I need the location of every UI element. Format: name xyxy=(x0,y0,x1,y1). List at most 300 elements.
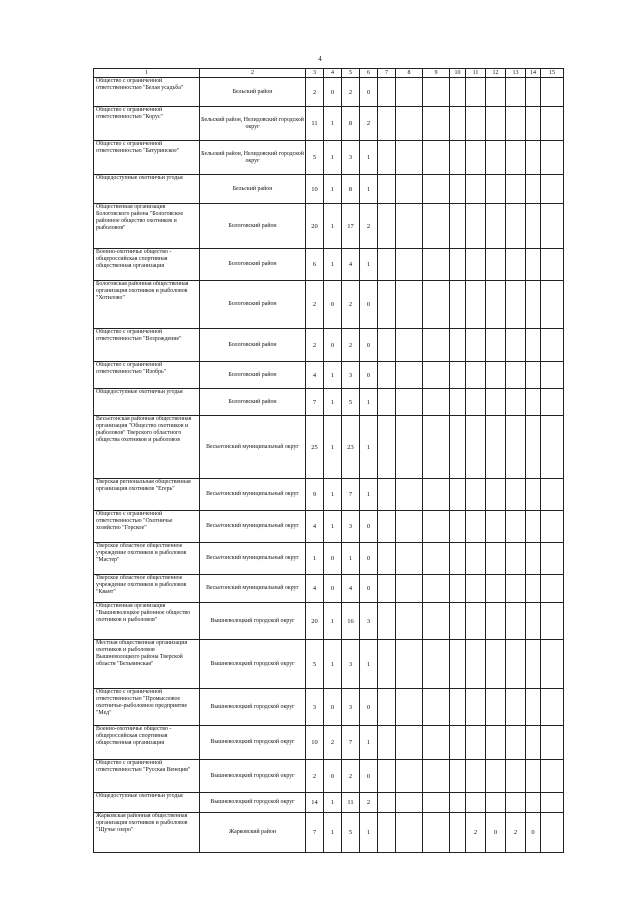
value-cell-col-6: 0 xyxy=(360,362,378,389)
value-cell-col-3: 20 xyxy=(306,603,324,640)
value-cell-col-14 xyxy=(526,362,541,389)
value-cell-col-4: 0 xyxy=(324,543,342,575)
value-cell-col-6: 1 xyxy=(360,479,378,511)
value-cell-col-7 xyxy=(378,281,396,329)
district-name: Вышневолоцкий городской округ xyxy=(200,793,306,813)
column-header: 13 xyxy=(506,69,526,78)
value-cell-col-6: 1 xyxy=(360,175,378,204)
column-header: 3 xyxy=(306,69,324,78)
value-cell-col-11 xyxy=(466,511,486,543)
value-cell-col-9 xyxy=(423,389,450,416)
value-cell-col-3: 7 xyxy=(306,813,324,853)
value-cell-col-9 xyxy=(423,689,450,726)
value-cell-col-11 xyxy=(466,689,486,726)
value-cell-col-14 xyxy=(526,793,541,813)
table-row xyxy=(94,511,564,543)
value-cell-col-6: 2 xyxy=(360,793,378,813)
value-cell-col-6: 1 xyxy=(360,141,378,175)
column-header: 8 xyxy=(396,69,423,78)
value-cell-col-13 xyxy=(506,141,526,175)
value-cell-col-8 xyxy=(396,281,423,329)
value-cell-col-11 xyxy=(466,281,486,329)
value-cell-col-7 xyxy=(378,141,396,175)
value-cell-col-14 xyxy=(526,281,541,329)
value-cell-col-6: 0 xyxy=(360,511,378,543)
value-cell-col-4: 1 xyxy=(324,362,342,389)
value-cell-col-10 xyxy=(450,281,466,329)
value-cell-col-4: 1 xyxy=(324,175,342,204)
table-row xyxy=(94,281,564,329)
value-cell-col-13 xyxy=(506,389,526,416)
organization-name: Общество с ограниченной ответственностью "Батуринское" xyxy=(94,141,200,175)
value-cell-col-10 xyxy=(450,603,466,640)
value-cell-col-4: 1 xyxy=(324,249,342,281)
value-cell-col-7 xyxy=(378,640,396,689)
value-cell-col-8 xyxy=(396,362,423,389)
value-cell-col-15 xyxy=(541,603,564,640)
value-cell-col-6: 2 xyxy=(360,107,378,141)
value-cell-col-10 xyxy=(450,813,466,853)
value-cell-col-13 xyxy=(506,793,526,813)
value-cell-col-11 xyxy=(466,175,486,204)
value-cell-col-12 xyxy=(486,603,506,640)
value-cell-col-15 xyxy=(541,813,564,853)
value-cell-col-7 xyxy=(378,362,396,389)
value-cell-col-13: 2 xyxy=(506,813,526,853)
value-cell-col-11 xyxy=(466,78,486,107)
value-cell-col-7 xyxy=(378,760,396,793)
district-name: Бельский район, Нелидовский городской округ xyxy=(200,141,306,175)
table-row xyxy=(94,793,564,813)
value-cell-col-8 xyxy=(396,416,423,479)
value-cell-col-12 xyxy=(486,575,506,603)
value-cell-col-14 xyxy=(526,389,541,416)
value-cell-col-9 xyxy=(423,479,450,511)
value-cell-col-5: 3 xyxy=(342,362,360,389)
value-cell-col-14 xyxy=(526,329,541,362)
organization-name: Общество с ограниченной ответственностью "Возрождение" xyxy=(94,329,200,362)
value-cell-col-9 xyxy=(423,141,450,175)
value-cell-col-10 xyxy=(450,249,466,281)
value-cell-col-6: 0 xyxy=(360,329,378,362)
value-cell-col-8 xyxy=(396,689,423,726)
value-cell-col-8 xyxy=(396,329,423,362)
value-cell-col-15 xyxy=(541,575,564,603)
value-cell-col-7 xyxy=(378,329,396,362)
value-cell-col-13 xyxy=(506,575,526,603)
value-cell-col-10 xyxy=(450,640,466,689)
organization-name: Общество с ограниченной ответственностью "Белая усадьба" xyxy=(94,78,200,107)
value-cell-col-4: 0 xyxy=(324,760,342,793)
column-header: 7 xyxy=(378,69,396,78)
table-row xyxy=(94,640,564,689)
district-name: Жарковский район xyxy=(200,813,306,853)
district-name: Бельский район xyxy=(200,175,306,204)
district-name: Бельский район, Нелидовский городской округ xyxy=(200,107,306,141)
value-cell-col-13 xyxy=(506,760,526,793)
value-cell-col-12 xyxy=(486,141,506,175)
value-cell-col-5: 2 xyxy=(342,329,360,362)
value-cell-col-3: 2 xyxy=(306,78,324,107)
organization-name: Общедоступные охотничьи угодья xyxy=(94,389,200,416)
value-cell-col-10 xyxy=(450,204,466,249)
value-cell-col-15 xyxy=(541,479,564,511)
value-cell-col-5: 16 xyxy=(342,603,360,640)
column-header: 15 xyxy=(541,69,564,78)
value-cell-col-7 xyxy=(378,543,396,575)
value-cell-col-4: 1 xyxy=(324,204,342,249)
value-cell-col-13 xyxy=(506,362,526,389)
value-cell-col-12 xyxy=(486,204,506,249)
value-cell-col-4: 0 xyxy=(324,689,342,726)
value-cell-col-6: 1 xyxy=(360,640,378,689)
district-name: Весьегонский муниципальный округ xyxy=(200,416,306,479)
page-number: 4 xyxy=(318,55,322,63)
value-cell-col-7 xyxy=(378,389,396,416)
district-name: Бологовский район xyxy=(200,389,306,416)
value-cell-col-4: 1 xyxy=(324,640,342,689)
value-cell-col-15 xyxy=(541,107,564,141)
value-cell-col-14 xyxy=(526,689,541,726)
value-cell-col-6: 1 xyxy=(360,813,378,853)
value-cell-col-3: 4 xyxy=(306,362,324,389)
value-cell-col-12 xyxy=(486,640,506,689)
district-name: Бологовский район xyxy=(200,204,306,249)
value-cell-col-12 xyxy=(486,689,506,726)
district-name: Весьегонский муниципальный округ xyxy=(200,511,306,543)
value-cell-col-11 xyxy=(466,726,486,760)
value-cell-col-13 xyxy=(506,329,526,362)
value-cell-col-3: 10 xyxy=(306,175,324,204)
value-cell-col-11 xyxy=(466,793,486,813)
value-cell-col-9 xyxy=(423,793,450,813)
value-cell-col-14 xyxy=(526,543,541,575)
value-cell-col-8 xyxy=(396,204,423,249)
value-cell-col-13 xyxy=(506,249,526,281)
value-cell-col-8 xyxy=(396,640,423,689)
value-cell-col-7 xyxy=(378,416,396,479)
table-row xyxy=(94,813,564,853)
value-cell-col-5: 2 xyxy=(342,78,360,107)
value-cell-col-4: 1 xyxy=(324,793,342,813)
value-cell-col-6: 1 xyxy=(360,726,378,760)
value-cell-col-7 xyxy=(378,793,396,813)
value-cell-col-15 xyxy=(541,793,564,813)
value-cell-col-10 xyxy=(450,107,466,141)
value-cell-col-4: 2 xyxy=(324,726,342,760)
value-cell-col-8 xyxy=(396,543,423,575)
table-row xyxy=(94,689,564,726)
organization-name: Общественная организация "Вышневолоцкое районное общество охотников и рыболовов" xyxy=(94,603,200,640)
value-cell-col-10 xyxy=(450,689,466,726)
value-cell-col-5: 7 xyxy=(342,726,360,760)
value-cell-col-4: 1 xyxy=(324,479,342,511)
value-cell-col-12 xyxy=(486,389,506,416)
value-cell-col-7 xyxy=(378,479,396,511)
value-cell-col-7 xyxy=(378,511,396,543)
value-cell-col-15 xyxy=(541,389,564,416)
value-cell-col-3: 3 xyxy=(306,689,324,726)
value-cell-col-12 xyxy=(486,78,506,107)
value-cell-col-9 xyxy=(423,78,450,107)
value-cell-col-4: 1 xyxy=(324,107,342,141)
table-row xyxy=(94,416,564,479)
value-cell-col-11 xyxy=(466,204,486,249)
value-cell-col-4: 1 xyxy=(324,141,342,175)
value-cell-col-14 xyxy=(526,416,541,479)
value-cell-col-9 xyxy=(423,511,450,543)
value-cell-col-5: 3 xyxy=(342,640,360,689)
value-cell-col-9 xyxy=(423,575,450,603)
value-cell-col-5: 1 xyxy=(342,543,360,575)
value-cell-col-14 xyxy=(526,249,541,281)
value-cell-col-11 xyxy=(466,141,486,175)
value-cell-col-9 xyxy=(423,362,450,389)
value-cell-col-3: 14 xyxy=(306,793,324,813)
column-header: 2 xyxy=(200,69,306,78)
value-cell-col-5: 17 xyxy=(342,204,360,249)
organization-name: Общество с ограниченной ответственностью "Изобрь" xyxy=(94,362,200,389)
value-cell-col-10 xyxy=(450,760,466,793)
value-cell-col-7 xyxy=(378,107,396,141)
table-body xyxy=(94,78,564,853)
value-cell-col-9 xyxy=(423,107,450,141)
value-cell-col-14 xyxy=(526,603,541,640)
value-cell-col-10 xyxy=(450,362,466,389)
value-cell-col-10 xyxy=(450,141,466,175)
value-cell-col-7 xyxy=(378,603,396,640)
table-row xyxy=(94,603,564,640)
table-row xyxy=(94,204,564,249)
value-cell-col-7 xyxy=(378,813,396,853)
value-cell-col-7 xyxy=(378,249,396,281)
value-cell-col-12 xyxy=(486,175,506,204)
value-cell-col-5: 5 xyxy=(342,813,360,853)
organization-name: Общедоступные охотничьи угодья xyxy=(94,175,200,204)
value-cell-col-15 xyxy=(541,726,564,760)
organization-name: Общедоступные охотничьи угодья xyxy=(94,793,200,813)
organization-name: Военно-охотничье общество - общероссийская спортивная общественная организация xyxy=(94,249,200,281)
value-cell-col-10 xyxy=(450,329,466,362)
value-cell-col-11 xyxy=(466,543,486,575)
value-cell-col-14 xyxy=(526,175,541,204)
value-cell-col-7 xyxy=(378,689,396,726)
table-row xyxy=(94,479,564,511)
value-cell-col-11 xyxy=(466,640,486,689)
value-cell-col-6: 1 xyxy=(360,416,378,479)
value-cell-col-9 xyxy=(423,281,450,329)
organization-name: Местная общественная организация охотников и рыболовов Вышневолоцкого района Тверской области "Бельвинская" xyxy=(94,640,200,689)
value-cell-col-11 xyxy=(466,329,486,362)
value-cell-col-6: 0 xyxy=(360,281,378,329)
column-header: 1 xyxy=(94,69,200,78)
value-cell-col-10 xyxy=(450,726,466,760)
district-name: Вышневолоцкий городской округ xyxy=(200,760,306,793)
value-cell-col-12 xyxy=(486,362,506,389)
table-row xyxy=(94,78,564,107)
organization-name: Общественная организация Бологовского района "Бологовское районное общество охотников и рыболовов" xyxy=(94,204,200,249)
value-cell-col-5: 3 xyxy=(342,141,360,175)
table-row xyxy=(94,362,564,389)
value-cell-col-6: 0 xyxy=(360,78,378,107)
value-cell-col-12 xyxy=(486,479,506,511)
column-header: 6 xyxy=(360,69,378,78)
value-cell-col-12 xyxy=(486,416,506,479)
value-cell-col-15 xyxy=(541,141,564,175)
value-cell-col-3: 4 xyxy=(306,575,324,603)
value-cell-col-5: 8 xyxy=(342,107,360,141)
district-name: Весьегонский муниципальный округ xyxy=(200,575,306,603)
table-row xyxy=(94,543,564,575)
value-cell-col-15 xyxy=(541,640,564,689)
value-cell-col-4: 0 xyxy=(324,281,342,329)
district-name: Бологовский район xyxy=(200,281,306,329)
value-cell-col-9 xyxy=(423,603,450,640)
value-cell-col-12 xyxy=(486,329,506,362)
value-cell-col-13 xyxy=(506,107,526,141)
table-row xyxy=(94,575,564,603)
value-cell-col-3: 11 xyxy=(306,107,324,141)
organization-name: Военно-охотничье общество - общероссийская спортивная общественная организация xyxy=(94,726,200,760)
value-cell-col-13 xyxy=(506,479,526,511)
value-cell-col-13 xyxy=(506,603,526,640)
value-cell-col-4: 1 xyxy=(324,389,342,416)
district-name: Бологовский район xyxy=(200,249,306,281)
value-cell-col-15 xyxy=(541,281,564,329)
value-cell-col-14 xyxy=(526,479,541,511)
value-cell-col-12: 0 xyxy=(486,813,506,853)
value-cell-col-14 xyxy=(526,78,541,107)
value-cell-col-8 xyxy=(396,603,423,640)
value-cell-col-13 xyxy=(506,640,526,689)
value-cell-col-3: 9 xyxy=(306,479,324,511)
value-cell-col-15 xyxy=(541,249,564,281)
value-cell-col-3: 7 xyxy=(306,389,324,416)
value-cell-col-11 xyxy=(466,603,486,640)
value-cell-col-9 xyxy=(423,249,450,281)
value-cell-col-11 xyxy=(466,107,486,141)
value-cell-col-8 xyxy=(396,575,423,603)
table-row xyxy=(94,175,564,204)
table-row xyxy=(94,389,564,416)
value-cell-col-15 xyxy=(541,204,564,249)
value-cell-col-3: 6 xyxy=(306,249,324,281)
organization-name: Тверское областное общественное учреждение охотников и рыболовов "Квант" xyxy=(94,575,200,603)
district-name: Бологовский район xyxy=(200,362,306,389)
value-cell-col-15 xyxy=(541,689,564,726)
value-cell-col-12 xyxy=(486,107,506,141)
value-cell-col-11 xyxy=(466,389,486,416)
table-row xyxy=(94,249,564,281)
value-cell-col-15 xyxy=(541,511,564,543)
value-cell-col-6: 3 xyxy=(360,603,378,640)
value-cell-col-9 xyxy=(423,640,450,689)
organization-name: Общество с ограниченной ответственностью "Корус" xyxy=(94,107,200,141)
value-cell-col-15 xyxy=(541,543,564,575)
column-header: 5 xyxy=(342,69,360,78)
value-cell-col-6: 0 xyxy=(360,575,378,603)
value-cell-col-5: 2 xyxy=(342,281,360,329)
organization-name: Общество с ограниченной ответственностью "Охотничье хозяйство "Горское" xyxy=(94,511,200,543)
value-cell-col-5: 23 xyxy=(342,416,360,479)
value-cell-col-8 xyxy=(396,726,423,760)
value-cell-col-8 xyxy=(396,760,423,793)
value-cell-col-14 xyxy=(526,511,541,543)
value-cell-col-5: 4 xyxy=(342,249,360,281)
value-cell-col-5: 3 xyxy=(342,511,360,543)
value-cell-col-15 xyxy=(541,175,564,204)
value-cell-col-12 xyxy=(486,281,506,329)
value-cell-col-5: 4 xyxy=(342,575,360,603)
value-cell-col-9 xyxy=(423,175,450,204)
value-cell-col-9 xyxy=(423,416,450,479)
value-cell-col-9 xyxy=(423,760,450,793)
table-row xyxy=(94,726,564,760)
value-cell-col-4: 1 xyxy=(324,416,342,479)
value-cell-col-10 xyxy=(450,479,466,511)
value-cell-col-9 xyxy=(423,329,450,362)
column-header: 10 xyxy=(450,69,466,78)
value-cell-col-10 xyxy=(450,793,466,813)
organization-name: Тверское областное общественное учреждение охотников и рыболовов "Мастер" xyxy=(94,543,200,575)
value-cell-col-6: 2 xyxy=(360,204,378,249)
value-cell-col-5: 7 xyxy=(342,479,360,511)
value-cell-col-8 xyxy=(396,389,423,416)
table-row xyxy=(94,329,564,362)
value-cell-col-8 xyxy=(396,175,423,204)
value-cell-col-15 xyxy=(541,362,564,389)
value-cell-col-15 xyxy=(541,329,564,362)
value-cell-col-13 xyxy=(506,726,526,760)
value-cell-col-4: 1 xyxy=(324,511,342,543)
district-name: Вышневолоцкий городской округ xyxy=(200,689,306,726)
column-header: 9 xyxy=(423,69,450,78)
column-header: 11 xyxy=(466,69,486,78)
value-cell-col-12 xyxy=(486,793,506,813)
value-cell-col-12 xyxy=(486,249,506,281)
value-cell-col-7 xyxy=(378,78,396,107)
value-cell-col-8 xyxy=(396,479,423,511)
value-cell-col-10 xyxy=(450,416,466,479)
value-cell-col-3: 20 xyxy=(306,204,324,249)
district-name: Вышневолоцкий городской округ xyxy=(200,640,306,689)
district-name: Бологовский район xyxy=(200,329,306,362)
value-cell-col-12 xyxy=(486,511,506,543)
value-cell-col-10 xyxy=(450,511,466,543)
value-cell-col-3: 2 xyxy=(306,760,324,793)
value-cell-col-3: 10 xyxy=(306,726,324,760)
value-cell-col-12 xyxy=(486,543,506,575)
district-name: Вышневолоцкий городской округ xyxy=(200,603,306,640)
value-cell-col-3: 2 xyxy=(306,329,324,362)
district-name: Бельский район xyxy=(200,78,306,107)
district-name: Весьегонский муниципальный округ xyxy=(200,479,306,511)
organization-name: Бологовская районная общественная организация охотников и рыболовов "Хотилово" xyxy=(94,281,200,329)
value-cell-col-8 xyxy=(396,78,423,107)
value-cell-col-11 xyxy=(466,249,486,281)
value-cell-col-13 xyxy=(506,689,526,726)
value-cell-col-8 xyxy=(396,107,423,141)
value-cell-col-10 xyxy=(450,575,466,603)
value-cell-col-13 xyxy=(506,204,526,249)
value-cell-col-3: 5 xyxy=(306,640,324,689)
value-cell-col-13 xyxy=(506,416,526,479)
district-name: Вышневолоцкий городской округ xyxy=(200,726,306,760)
value-cell-col-3: 25 xyxy=(306,416,324,479)
organization-name: Тверская региональная общественная организация охотников "Егерь" xyxy=(94,479,200,511)
value-cell-col-5: 8 xyxy=(342,175,360,204)
value-cell-col-9 xyxy=(423,726,450,760)
